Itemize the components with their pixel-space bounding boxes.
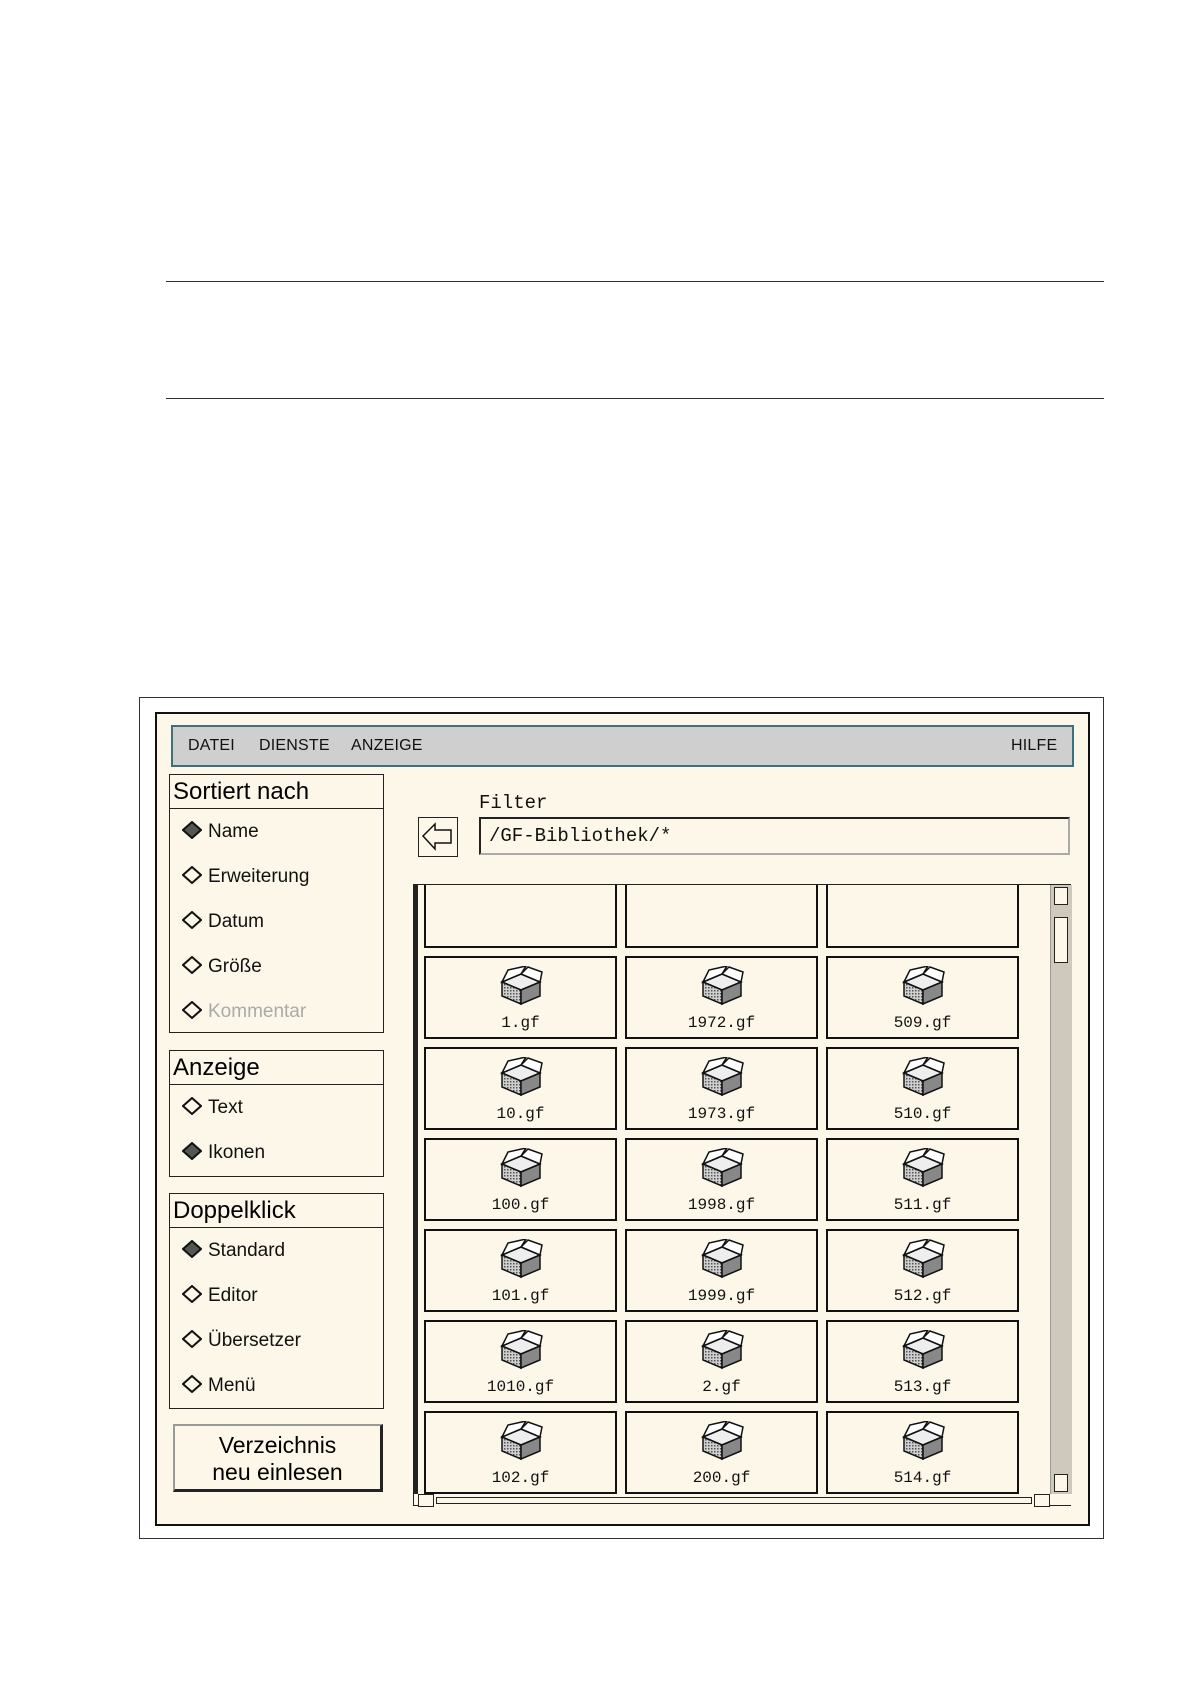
file-name: 512.gf [893,1287,952,1305]
radio-unselected-icon [182,1375,202,1393]
radio-label: Kommentar [208,1001,307,1022]
radio-unselected-icon [182,1285,202,1303]
file-box-icon [900,1330,946,1370]
file-tile[interactable] [826,1229,1019,1312]
radio-option[interactable] [182,821,259,843]
radio-option[interactable] [182,956,262,978]
reload-button-line1: Verzeichnis [218,1432,337,1458]
file-box-icon [498,1330,544,1370]
radio-label: Editor [208,1285,258,1306]
file-browser-window [155,712,1090,1526]
back-arrow-icon [419,818,456,855]
back-button[interactable] [418,817,458,857]
file-box-icon [900,1421,946,1461]
radio-label: Menü [208,1375,256,1396]
file-name: 1973.gf [687,1105,756,1123]
radio-unselected-icon [182,1001,202,1019]
radio-label: Ikonen [208,1142,266,1163]
file-tile[interactable] [424,956,617,1039]
scroll-right-button[interactable] [1034,1494,1050,1507]
scroll-thumb[interactable] [1054,917,1068,963]
file-grid [424,885,1044,1494]
radio-selected-icon [182,821,202,839]
file-box-icon [699,1239,745,1279]
file-name: 509.gf [893,1014,952,1032]
radio-unselected-icon [182,1330,202,1348]
file-name: 101.gf [491,1287,550,1305]
file-name: 1999.gf [687,1287,756,1305]
radio-unselected-icon [182,956,202,974]
file-name: 511.gf [893,1196,952,1214]
file-tile[interactable] [826,1320,1019,1403]
file-box-icon [699,1057,745,1097]
file-tile[interactable] [826,1411,1019,1494]
file-name: 200.gf [692,1469,751,1487]
file-box-icon [900,1057,946,1097]
file-box-icon [699,1421,745,1461]
file-box-icon [498,1421,544,1461]
display-group [169,1085,384,1177]
sort-group-title: Sortiert nach [169,774,384,809]
radio-label: Standard [208,1240,286,1261]
file-tile[interactable] [625,1229,818,1312]
radio-option[interactable] [182,1375,256,1397]
radio-option[interactable] [182,1285,258,1307]
scroll-up-button[interactable] [1054,887,1068,905]
menu-dienste[interactable]: DIENSTE [259,737,330,754]
reload-button-line2: neu einlesen [212,1459,343,1485]
radio-unselected-icon [182,911,202,929]
menu-datei[interactable]: DATEI [188,737,235,754]
file-tile[interactable] [424,1047,617,1130]
file-tile[interactable] [424,1138,617,1221]
file-tile[interactable] [625,1411,818,1494]
file-name: 513.gf [893,1378,952,1396]
radio-option[interactable] [182,1240,285,1262]
display-group-title: Anzeige [169,1050,384,1085]
file-box-icon [699,1330,745,1370]
radio-label: Datum [208,911,264,932]
file-box-icon [900,966,946,1006]
file-tile[interactable] [826,1138,1019,1221]
radio-label: Übersetzer [208,1330,301,1351]
file-tile[interactable] [625,1138,818,1221]
radio-selected-icon [182,1240,202,1258]
horizontal-scroll-track[interactable] [436,1497,1032,1504]
file-name: 1010.gf [486,1378,555,1396]
file-tile[interactable] [826,1047,1019,1130]
file-box-icon [699,1148,745,1188]
file-name: 514.gf [893,1469,952,1487]
bottom-rule [166,398,1104,399]
file-name: 2.gf [702,1378,741,1396]
file-box-icon [498,1239,544,1279]
radio-unselected-icon [182,866,202,884]
radio-label: Größe [208,956,262,977]
file-tile[interactable] [424,1411,617,1494]
screenshot-frame [139,697,1104,1539]
filter-input[interactable] [479,817,1070,855]
menu-bar [171,725,1074,767]
file-viewport [414,885,1050,1494]
file-name: 1972.gf [687,1014,756,1032]
menu-anzeige[interactable]: ANZEIGE [351,737,423,754]
radio-label: Name [208,821,259,842]
file-name: 1998.gf [687,1196,756,1214]
filter-label: Filter [479,792,548,814]
file-box-icon [900,1148,946,1188]
file-name: 10.gf [496,1105,545,1123]
radio-option[interactable] [182,1330,301,1352]
radio-unselected-icon [182,1097,202,1115]
top-rule [166,281,1104,282]
file-box-icon [900,1239,946,1279]
file-box-icon [498,966,544,1006]
radio-selected-icon [182,1142,202,1160]
file-box-icon [498,1148,544,1188]
scroll-left-button[interactable] [418,1494,434,1507]
reload-directory-button[interactable] [173,1424,383,1492]
file-tile[interactable] [826,885,1019,948]
file-name: 510.gf [893,1105,952,1123]
sort-group [169,809,384,1033]
radio-label: Erweiterung [208,866,310,887]
file-box-icon [699,966,745,1006]
radio-option[interactable] [182,866,309,888]
file-tile[interactable] [625,1320,818,1403]
file-list-area [413,884,1071,1506]
scroll-down-button[interactable] [1054,1474,1068,1492]
horizontal-scrollbar[interactable] [418,1494,1050,1507]
file-name: 102.gf [491,1469,550,1487]
radio-option[interactable] [182,911,264,933]
file-tile[interactable] [424,1229,617,1312]
radio-option[interactable] [182,1097,243,1119]
file-tile[interactable] [424,1320,617,1403]
menu-hilfe[interactable]: HILFE [1011,737,1058,754]
vertical-scrollbar[interactable] [1050,885,1072,1494]
doubleclick-group [169,1228,384,1409]
file-tile[interactable] [424,885,617,948]
doubleclick-group-title: Doppelklick [169,1193,384,1228]
radio-option [182,1001,306,1023]
file-tile[interactable] [625,1047,818,1130]
file-name: 1.gf [501,1014,540,1032]
radio-label: Text [208,1097,243,1118]
file-tile[interactable] [826,956,1019,1039]
file-name: 100.gf [491,1196,550,1214]
file-tile[interactable] [625,956,818,1039]
file-box-icon [498,1057,544,1097]
file-tile[interactable] [625,885,818,948]
radio-option[interactable] [182,1142,265,1164]
